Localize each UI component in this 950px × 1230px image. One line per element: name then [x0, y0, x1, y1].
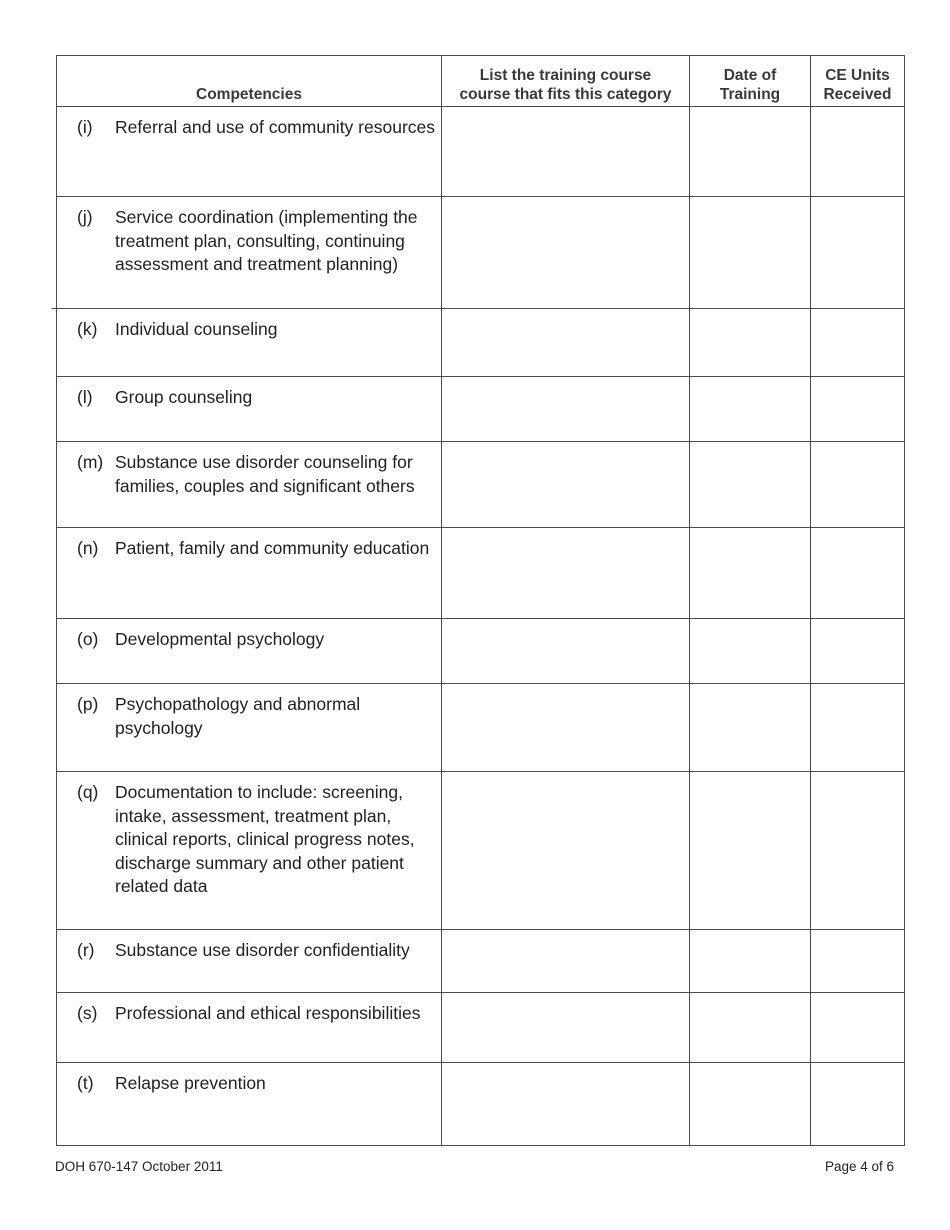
table-row: [57, 993, 905, 1063]
table-row: [57, 107, 905, 197]
table-row: [57, 197, 905, 309]
competencies-table: [56, 55, 905, 1146]
competency-letter: (i): [77, 117, 93, 137]
ce-units-entry-cell[interactable]: [811, 772, 905, 930]
date-entry-cell[interactable]: [690, 528, 811, 619]
table-row: [57, 619, 905, 684]
ce-units-header-line1: CE Units: [825, 67, 890, 84]
course-entry-cell[interactable]: [442, 107, 690, 197]
course-entry-cell[interactable]: [442, 309, 690, 377]
course-header-line2: course that fits this category: [459, 86, 672, 103]
course-header: [442, 56, 690, 107]
competency-text: Substance use disorder confidentiality: [115, 940, 410, 960]
course-entry-cell[interactable]: [442, 197, 690, 309]
ce-units-entry-cell[interactable]: [811, 993, 905, 1063]
course-entry-cell[interactable]: [442, 993, 690, 1063]
competency-text: Relapse prevention: [115, 1073, 266, 1093]
competency-text: Group counseling: [115, 387, 253, 407]
competency-letter: (r): [77, 940, 95, 960]
competency-text: Psychopathology and abnormal psychology: [115, 694, 361, 738]
date-header-line1: Date of: [723, 67, 777, 84]
date-entry-cell[interactable]: [690, 442, 811, 528]
course-entry-cell[interactable]: [442, 1063, 690, 1146]
course-entry-cell[interactable]: [442, 619, 690, 684]
course-entry-cell[interactable]: [442, 377, 690, 442]
date-entry-cell[interactable]: [690, 377, 811, 442]
ce-units-entry-cell[interactable]: [811, 619, 905, 684]
ce-units-header: [811, 56, 905, 107]
competency-cell: [57, 684, 442, 772]
competency-text: Documentation to include: screening, intake, assessment, treatment plan, clinical reports, clinical progress notes, discharge summary and other patient related data: [115, 782, 415, 897]
table-row: [57, 930, 905, 993]
ce-units-entry-cell[interactable]: [811, 1063, 905, 1146]
ce-units-entry-cell[interactable]: [811, 107, 905, 197]
competency-cell: [57, 993, 442, 1063]
competency-letter: (m): [77, 452, 104, 472]
table-row: [57, 377, 905, 442]
competency-text: Patient, family and community education: [115, 538, 430, 558]
competency-letter: (n): [77, 538, 99, 558]
date-entry-cell[interactable]: [690, 197, 811, 309]
competency-text: Developmental psychology: [115, 629, 325, 649]
table-row: [57, 684, 905, 772]
form-id: DOH 670-147 October 2011: [55, 1159, 223, 1174]
competency-letter: (q): [77, 782, 99, 802]
competencies-header: [57, 56, 442, 107]
ce-units-entry-cell[interactable]: [811, 197, 905, 309]
ce-units-entry-cell[interactable]: [811, 684, 905, 772]
ce-units-entry-cell[interactable]: [811, 442, 905, 528]
course-entry-cell[interactable]: [442, 684, 690, 772]
date-entry-cell[interactable]: [690, 684, 811, 772]
table-row: [57, 309, 905, 377]
competency-letter: (s): [77, 1003, 98, 1023]
course-entry-cell[interactable]: [442, 930, 690, 993]
course-header-line1: List the training course: [479, 67, 652, 84]
competency-letter: (t): [77, 1073, 94, 1093]
page-number: Page 4 of 6: [824, 1159, 894, 1174]
competency-cell: [57, 528, 442, 619]
competency-letter: (l): [77, 387, 93, 407]
ce-units-entry-cell[interactable]: [811, 309, 905, 377]
competency-text: Professional and ethical responsibilities: [115, 1003, 421, 1023]
competency-cell: [57, 309, 442, 377]
ce-units-header-line2: Received: [823, 86, 892, 103]
table-row: [57, 772, 905, 930]
date-entry-cell[interactable]: [690, 309, 811, 377]
header-row: [57, 56, 905, 107]
date-entry-cell[interactable]: [690, 930, 811, 993]
competency-letter: (o): [77, 629, 99, 649]
date-entry-cell[interactable]: [690, 619, 811, 684]
competency-cell: [57, 772, 442, 930]
competency-cell: [57, 442, 442, 528]
date-header: [690, 56, 811, 107]
date-entry-cell[interactable]: [690, 993, 811, 1063]
course-entry-cell[interactable]: [442, 772, 690, 930]
course-entry-cell[interactable]: [442, 528, 690, 619]
competency-text: Referral and use of community resources: [115, 117, 435, 137]
competency-cell: [57, 377, 442, 442]
competency-text: Service coordination (implementing the treatment plan, consulting, continuing assessment and treatment planning): [115, 207, 418, 275]
competency-cell: [57, 619, 442, 684]
competency-cell: [57, 107, 442, 197]
competency-letter: (p): [77, 694, 99, 714]
table-row: [57, 1063, 905, 1146]
date-header-line2: Training: [719, 86, 781, 103]
competency-cell: [57, 930, 442, 993]
competency-cell: [57, 1063, 442, 1146]
ce-units-entry-cell[interactable]: [811, 528, 905, 619]
table-row: [57, 442, 905, 528]
competency-text: Individual counseling: [115, 319, 278, 339]
course-entry-cell[interactable]: [442, 442, 690, 528]
competency-letter: (k): [77, 319, 98, 339]
competency-text: Substance use disorder counseling for families, couples and significant others: [115, 452, 415, 496]
competency-cell: [57, 197, 442, 309]
date-entry-cell[interactable]: [690, 772, 811, 930]
table-row: [57, 528, 905, 619]
ce-units-entry-cell[interactable]: [811, 930, 905, 993]
date-entry-cell[interactable]: [690, 107, 811, 197]
competency-letter: (j): [77, 207, 93, 227]
competencies-header-label: Competencies: [196, 86, 302, 103]
ce-units-entry-cell[interactable]: [811, 377, 905, 442]
date-entry-cell[interactable]: [690, 1063, 811, 1146]
